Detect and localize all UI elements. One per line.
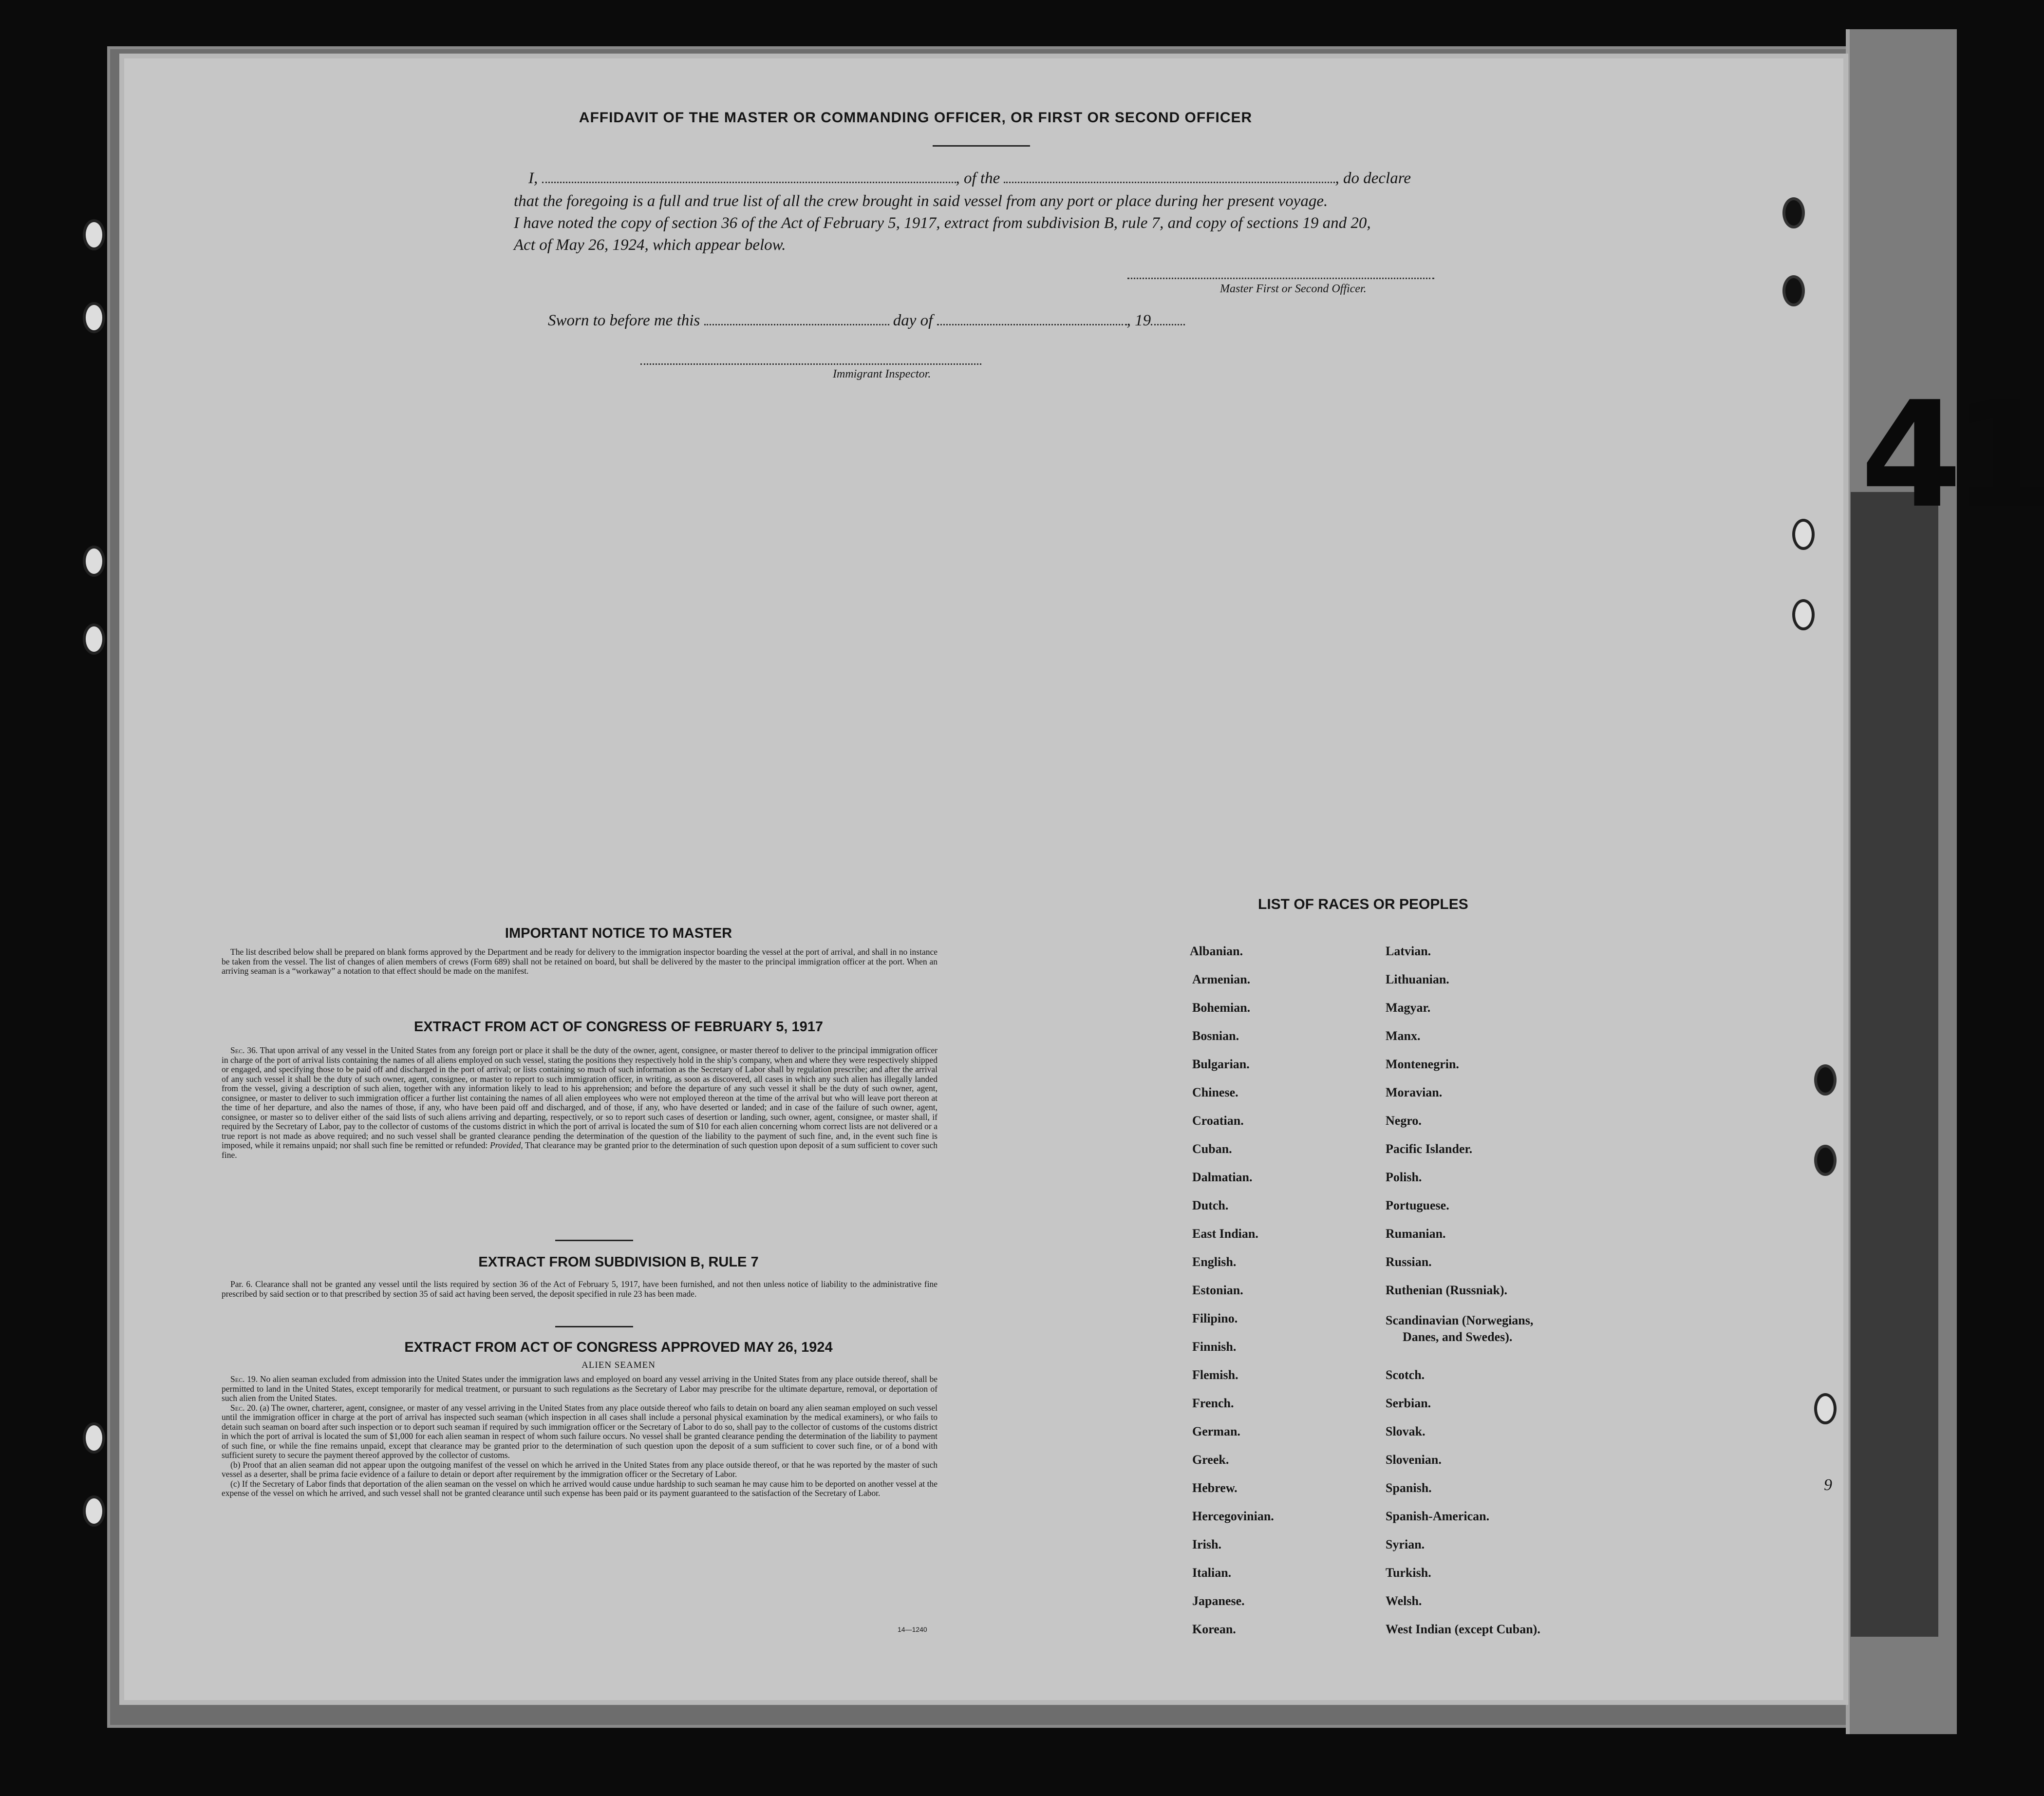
race-item: Estonian. bbox=[1192, 1283, 1243, 1297]
race-item: German. bbox=[1192, 1424, 1240, 1438]
race-item: Montenegrin. bbox=[1386, 1057, 1459, 1071]
section-text: That upon arrival of any vessel in the United States from any foreign port or place it shall be the duty of the owner, agent, consignee, or master thereof to deliver to the principal immigration officer in charge of the port of arrival lists containing the names of all aliens employed on such vessel, stating the positions they respectively hold in the ship’s company, when and where they were respectively shipped or engaged, and specifying those to be paid off and discharged in the port of arrival; or lists containing so much of such information as the Secretary of Labor shall by regulation prescribe; and after the arrival of any such vessel it shall be the duty of such owner, agent, consignee, or master to report to such immigration officer, in writing, as soon as discovered, all cases in which any such alien has illegally landed from the vessel, giving a description of such alien, together with any information likely to lead to his apprehension; and before the departure of any such vessel it shall be the duty of such owner, agent, consignee, or master to deliver to such immigration officer a further list containing the names of all alien employees who were not employed thereon at the time of the arrival but who will leave port thereon at the time of her departure, and also the names of those, if any, who have been paid off and discharged, and of those, if any, who have deserted or landed; and in case of the failure of such owner, agent, consignee, or master so to deliver either of the said lists of such aliens arriving and departing, respectively, or so to report such cases of desertion or landing, such owner, agent, consignee, or master shall, if required by the Secretary of Labor, pay to the collector of customs of the customs district in which the port of arrival is located the sum of $10 for each alien concerning whom correct lists are not delivered or a true report is not made as above required; and no such vessel shall be granted clearance pending the determination of the question of the liability to the payment of such fine, and, in the event such fine is imposed, while it remains unpaid; nor shall such fine be remitted or refunded: bbox=[222, 1045, 938, 1150]
binder-hole bbox=[1792, 599, 1815, 630]
race-item: West Indian (except Cuban). bbox=[1386, 1622, 1540, 1636]
race-item: Rumanian. bbox=[1386, 1227, 1446, 1241]
race-item: English. bbox=[1192, 1255, 1237, 1269]
affidavit-text: day of bbox=[893, 312, 933, 329]
race-item: Greek. bbox=[1192, 1453, 1229, 1467]
notice-text: The list described below shall be prepared on blank forms approved by the Department and be ready for delivery to the immigration inspector boarding the vessel at the port of arrival, and shall in no instance be taken from the vessel. The list of changes of alien members of crews (Form 689) shall not be retained on board, but shall be delivered by the master to the principal immigration officer at the port. When an arriving seaman is a “workaway” a notation to that effect should be made on the manifest. bbox=[222, 947, 938, 976]
binder-hole bbox=[1782, 197, 1805, 228]
affidavit-text: , do declare bbox=[1335, 170, 1411, 187]
year-blank[interactable] bbox=[1151, 314, 1185, 325]
race-item: Japanese. bbox=[1192, 1594, 1245, 1608]
race-item: Korean. bbox=[1192, 1622, 1236, 1636]
act-1924-title: EXTRACT FROM ACT OF CONGRESS APPROVED MAY 26, 1924 bbox=[404, 1340, 833, 1355]
binder-hole bbox=[1792, 519, 1815, 550]
race-item: Flemish. bbox=[1192, 1368, 1238, 1382]
race-item: Ruthenian (Russniak). bbox=[1386, 1283, 1507, 1297]
section-label: Sec. 19. bbox=[230, 1374, 258, 1384]
race-item: East Indian. bbox=[1192, 1227, 1258, 1241]
race-item: Finnish. bbox=[1192, 1340, 1237, 1354]
race-item: Danes, and Swedes). bbox=[1403, 1330, 1513, 1344]
race-item: Bulgarian. bbox=[1192, 1057, 1250, 1071]
race-item: Pacific Islander. bbox=[1386, 1142, 1473, 1156]
divider bbox=[555, 1240, 633, 1241]
races-title: LIST OF RACES OR PEOPLES bbox=[1258, 896, 1468, 912]
month-blank[interactable] bbox=[937, 314, 1127, 325]
race-item: Spanish-American. bbox=[1386, 1509, 1490, 1523]
notice-title: IMPORTANT NOTICE TO MASTER bbox=[505, 926, 732, 941]
rule-7-text: Par. 6. Clearance shall not be granted any vessel until the lists required by section 36 of the Act of February 5, 1917, have been furnished, and not then unless notice of liability to the administrative fine prescribed by said section or to that prescribed by section 35 of said act having been served, the deposit specified in rule 23 has been made. bbox=[222, 1279, 938, 1299]
master-signature-line[interactable] bbox=[1127, 276, 1434, 279]
race-item: Dalmatian. bbox=[1192, 1170, 1253, 1184]
race-item: Dutch. bbox=[1192, 1198, 1229, 1212]
race-item: Moravian. bbox=[1386, 1085, 1443, 1099]
race-item: Armenian. bbox=[1192, 972, 1251, 986]
race-item: Spanish. bbox=[1386, 1481, 1432, 1495]
race-item: French. bbox=[1192, 1396, 1234, 1410]
form-number: 14—1240 bbox=[898, 1626, 927, 1633]
act-1917-text bbox=[222, 1046, 938, 1160]
race-item: Hebrew. bbox=[1192, 1481, 1238, 1495]
page-mark: 9 bbox=[1824, 1476, 1832, 1494]
inspector-signature-line[interactable] bbox=[640, 361, 981, 365]
act-1924-subtitle: ALIEN SEAMEN bbox=[581, 1360, 656, 1370]
affidavit-text: I, bbox=[528, 170, 538, 187]
margin-tab bbox=[1851, 492, 1938, 1637]
binder-hole bbox=[1814, 1064, 1837, 1096]
race-item: Croatian. bbox=[1192, 1114, 1244, 1128]
race-item: Lithuanian. bbox=[1386, 972, 1449, 986]
race-item: Hercegovinian. bbox=[1192, 1509, 1274, 1523]
divider bbox=[933, 145, 1030, 147]
race-item: Welsh. bbox=[1386, 1594, 1422, 1608]
race-item: Syrian. bbox=[1386, 1537, 1425, 1551]
race-item: Filipino. bbox=[1192, 1311, 1238, 1325]
sworn-line bbox=[548, 312, 1185, 330]
proviso-text: That clearance may be granted prior to the determination of such question upon deposit of a sum sufficient to cover such fine. bbox=[222, 1140, 938, 1160]
race-item: Chinese. bbox=[1192, 1085, 1238, 1099]
affidavit-text: I have noted the copy of section 36 of the Act of February 5, 1917, extract from subdivision B, rule 7, and copy of sections 19 and 20, bbox=[514, 214, 1371, 232]
race-item: Manx. bbox=[1386, 1029, 1421, 1043]
section-label: Sec. 36. bbox=[230, 1045, 258, 1055]
race-item: Irish. bbox=[1192, 1537, 1221, 1551]
race-item: Bohemian. bbox=[1192, 1001, 1251, 1015]
binder-hole bbox=[83, 1495, 105, 1527]
race-item: Russian. bbox=[1386, 1255, 1432, 1269]
affidavit-text: Act of May 26, 1924, which appear below. bbox=[514, 236, 786, 254]
proviso-label: Provided, bbox=[489, 1140, 523, 1150]
race-item: Scotch. bbox=[1386, 1368, 1425, 1382]
binder-hole bbox=[83, 302, 105, 333]
binder-hole bbox=[1814, 1393, 1837, 1424]
race-item: Polish. bbox=[1386, 1170, 1422, 1184]
section-19-paragraph bbox=[222, 1375, 938, 1403]
race-item: Albanian. bbox=[1190, 944, 1243, 958]
section-20c-paragraph: (c) If the Secretary of Labor finds that deportation of the alien seaman on the vessel on which he arrived would cause undue hardship to such seaman he may cause him to be deported on another vessel at the expense of the vessel on which he arrived, and such vessel shall not be granted clearance until such expense has been paid or its payment guaranteed to the satisfaction of the Secretary of Labor. bbox=[222, 1478, 938, 1498]
race-item: Italian. bbox=[1192, 1566, 1232, 1580]
affidavit-text: , of the bbox=[956, 170, 1000, 187]
divider bbox=[555, 1326, 633, 1327]
race-item: Slovak. bbox=[1386, 1424, 1425, 1438]
binder-hole bbox=[83, 219, 105, 250]
section-text: (a) The owner, charterer, agent, consignee, or master of any vessel arriving in the United States from any place outside thereof who fails to detain on board any alien seaman employed on such vessel until the immigration officer in charge at the port of arrival has inspected such seaman (which inspection in all cases shall include a personal physical examination by the medical examiners), or who fails to detain such seaman on board after such inspection or to deport such seaman if required by such immigration officer or the Secretary of Labor to do so, shall pay to the collector of customs of the customs district in which the port of arrival is located the sum of $1,000 for each alien seaman in respect of whom such failure occurs. No vessel shall be granted clearance pending the determination of the liability to payment of such fine, or while the fine remains unpaid, except that clearance may be granted prior to the determination of such question upon the deposit of a sum sufficient to cover such fine, or of a bond with sufficient surety to secure the payment thereof approved by the collector of customs. bbox=[222, 1402, 938, 1460]
race-item: Scandinavian (Norwegians, bbox=[1386, 1313, 1534, 1327]
race-item: Bosnian. bbox=[1192, 1029, 1239, 1043]
section-20a-paragraph bbox=[222, 1403, 938, 1460]
day-blank[interactable] bbox=[704, 314, 889, 325]
race-item: Turkish. bbox=[1386, 1566, 1431, 1580]
race-item: Portuguese. bbox=[1386, 1198, 1449, 1212]
race-item: Serbian. bbox=[1386, 1396, 1431, 1410]
master-signature-label: Master First or Second Officer. bbox=[1220, 283, 1367, 295]
affidavit-declaration-line bbox=[528, 170, 1411, 188]
section-text: No alien seaman excluded from admission into the United States under the immigration laws and employed on board any vessel arriving in the United States from any place outside thereof, shall be permitted to land in the United States, except temporarily for medical treatment, or pursuant to such regulations as the Secretary of Labor may prescribe for the ultimate departure, removal, or deportation of such alien from the United States. bbox=[222, 1374, 938, 1403]
affidavit-text: Sworn to before me this bbox=[548, 312, 700, 329]
handwritten-mark: 41 bbox=[1860, 370, 2044, 540]
vessel-blank[interactable] bbox=[1004, 172, 1335, 183]
section-label: Sec. 20. bbox=[230, 1402, 258, 1413]
race-item: Cuban. bbox=[1192, 1142, 1232, 1156]
race-item: Latvian. bbox=[1386, 944, 1431, 958]
binder-hole bbox=[83, 546, 105, 577]
act-1924-text bbox=[222, 1375, 938, 1498]
affidavit-text: that the foregoing is a full and true list of all the crew brought in said vessel from any port or place during her present voyage. bbox=[514, 192, 1328, 210]
binder-hole bbox=[1814, 1145, 1837, 1176]
name-blank[interactable] bbox=[542, 172, 956, 183]
section-20b-paragraph: (b) Proof that an alien seaman did not appear upon the outgoing manifest of the vessel on which he arrived in the United States from any place outside thereof, or that he was reported by the master of such vessel as a deserter, shall be prima facie evidence of a failure to detain or deport after requirement by the immigration officer or the Secretary of Labor. bbox=[222, 1459, 938, 1479]
race-item: Slovenian. bbox=[1386, 1453, 1442, 1467]
affidavit-text: , 19 bbox=[1126, 312, 1151, 329]
race-item: Magyar. bbox=[1386, 1001, 1431, 1015]
race-item: Negro. bbox=[1386, 1114, 1422, 1128]
act-1917-title: EXTRACT FROM ACT OF CONGRESS OF FEBRUARY 5, 1917 bbox=[413, 1019, 824, 1035]
binder-hole bbox=[83, 624, 105, 655]
affidavit-title: AFFIDAVIT OF THE MASTER OR COMMANDING OFFICER, OR FIRST OR SECOND OFFICER bbox=[579, 110, 1253, 126]
rule-7-title: EXTRACT FROM SUBDIVISION B, RULE 7 bbox=[478, 1254, 759, 1270]
binder-hole bbox=[83, 1422, 105, 1454]
binder-hole bbox=[1782, 275, 1805, 306]
inspector-signature-label: Immigrant Inspector. bbox=[833, 368, 931, 380]
